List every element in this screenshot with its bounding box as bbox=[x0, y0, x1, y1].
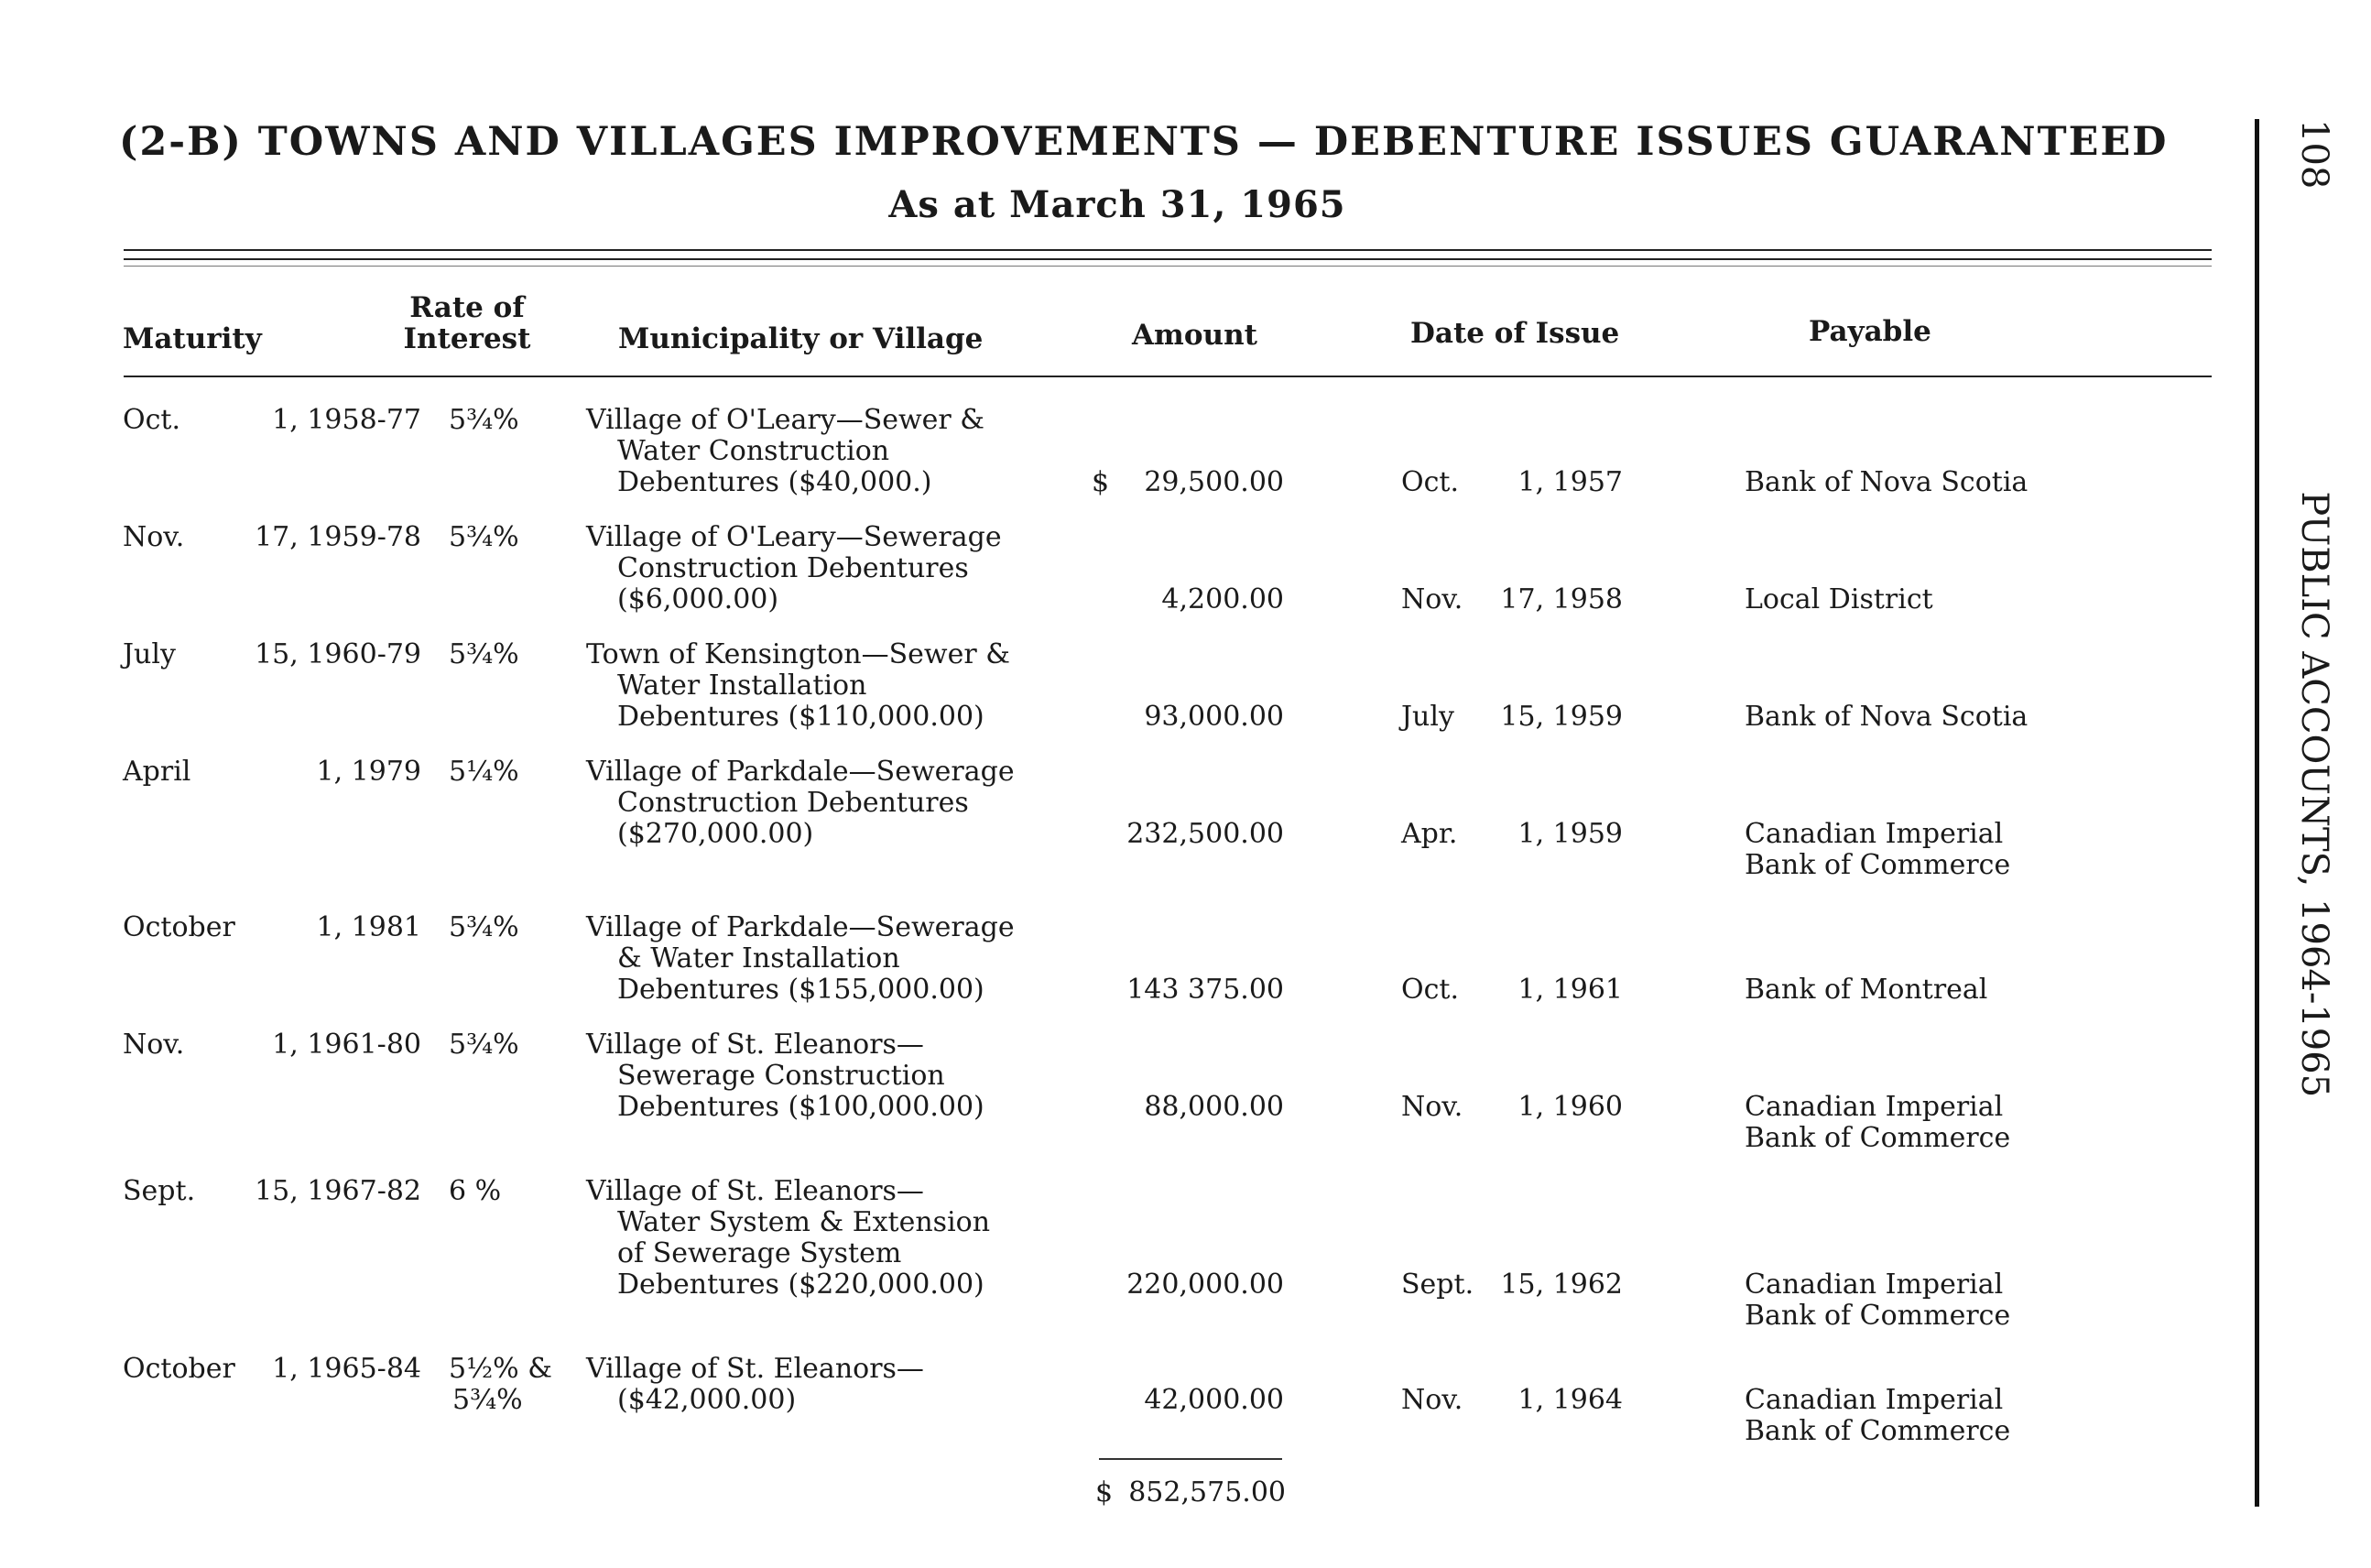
municipality-cell bbox=[586, 522, 1002, 615]
issue-date: 1, 1961 bbox=[1517, 974, 1623, 1006]
interest-rate: 5¾% bbox=[449, 404, 519, 436]
municipality-line: Debentures ($100,000.00) bbox=[617, 1091, 984, 1123]
amount: 220,000.00 bbox=[1126, 1269, 1284, 1301]
maturity-date: 15, 1967-82 bbox=[255, 1175, 421, 1207]
payable-line: Bank of Commerce bbox=[1745, 849, 2011, 881]
municipality-cell bbox=[586, 405, 984, 498]
issue-month: Oct. bbox=[1401, 466, 1459, 498]
municipality-line: & Water Installation bbox=[617, 942, 900, 975]
amount: 93,000.00 bbox=[1144, 701, 1284, 733]
maturity-month: July bbox=[123, 638, 176, 670]
municipality-line: Sewerage Construction bbox=[617, 1060, 945, 1092]
top-rule-2 bbox=[124, 258, 2212, 260]
amount: 88,000.00 bbox=[1144, 1091, 1284, 1123]
interest-rate: 6 % bbox=[449, 1175, 502, 1207]
amount: 4,200.00 bbox=[1161, 583, 1284, 615]
maturity-month: Sept. bbox=[123, 1175, 196, 1207]
issue-date: 1, 1964 bbox=[1517, 1384, 1623, 1416]
municipality-line: ($42,000.00) bbox=[617, 1384, 797, 1416]
issue-month: Sept. bbox=[1401, 1269, 1474, 1301]
payable-line: Bank of Nova Scotia bbox=[1745, 701, 2028, 733]
issue-month: Apr. bbox=[1401, 818, 1458, 850]
municipality-line: Water System & Extension bbox=[617, 1206, 991, 1238]
issue-date: 1, 1960 bbox=[1517, 1091, 1623, 1123]
municipality-cell bbox=[586, 912, 1015, 1006]
payable-line: Canadian Imperial bbox=[1745, 1269, 2004, 1301]
running-head bbox=[2280, 119, 2335, 1511]
maturity-month: Nov. bbox=[123, 521, 185, 553]
running-head-text: PUBLIC ACCOUNTS, 1964-1965 bbox=[2293, 491, 2335, 1098]
issue-date: 15, 1959 bbox=[1500, 701, 1623, 733]
municipality-line: Debentures ($40,000.) bbox=[617, 466, 932, 498]
header-maturity: Maturity bbox=[123, 322, 262, 355]
page-title: (2-B) TOWNS AND VILLAGES IMPROVEMENTS — DEBENTURE ISSUES GUARANTEED bbox=[119, 119, 2169, 165]
payable-line: Canadian Imperial bbox=[1745, 818, 2004, 850]
maturity-date: 17, 1959-78 bbox=[255, 521, 421, 553]
municipality-cell bbox=[586, 639, 1010, 733]
header-municipality: Municipality or Village bbox=[618, 322, 984, 355]
municipality-line: Village of St. Eleanors— bbox=[586, 1353, 924, 1385]
header-amount: Amount bbox=[1132, 319, 1257, 352]
maturity-date: 1, 1965-84 bbox=[272, 1353, 421, 1385]
issue-date: 1, 1959 bbox=[1517, 818, 1623, 850]
page-number: 108 bbox=[2293, 119, 2335, 190]
maturity-date: 1, 1961-80 bbox=[272, 1029, 421, 1061]
municipality-line: Construction Debentures bbox=[617, 552, 969, 584]
municipality-line: ($270,000.00) bbox=[617, 818, 814, 850]
top-rule-3 bbox=[124, 266, 2212, 267]
payable-line: Bank of Commerce bbox=[1745, 1300, 2011, 1332]
maturity-date: 1, 1958-77 bbox=[272, 404, 421, 436]
maturity-date: 1, 1981 bbox=[316, 911, 421, 943]
interest-rate: 5¾% bbox=[449, 911, 519, 943]
issue-month: Nov. bbox=[1401, 583, 1463, 615]
interest-rate: 5¾% bbox=[449, 638, 519, 670]
municipality-line: Water Installation bbox=[617, 670, 867, 702]
municipality-line: Water Construction bbox=[617, 435, 890, 467]
issue-month: Nov. bbox=[1401, 1384, 1463, 1416]
municipality-cell bbox=[586, 1176, 990, 1301]
municipality-line: Village of St. Eleanors— bbox=[586, 1175, 924, 1207]
total-dollar-sign: $ bbox=[1095, 1476, 1114, 1508]
top-rule-1 bbox=[124, 249, 2212, 251]
issue-date: 17, 1958 bbox=[1500, 583, 1623, 615]
amount: 232,500.00 bbox=[1126, 818, 1284, 850]
maturity-month: October bbox=[123, 911, 235, 943]
header-payable: Payable bbox=[1809, 315, 1931, 348]
interest-rate: 5¼% bbox=[449, 756, 519, 788]
municipality-line: Village of Parkdale—Sewerage bbox=[586, 756, 1015, 788]
municipality-line: Debentures ($110,000.00) bbox=[617, 701, 984, 733]
dollar-sign: $ bbox=[1092, 466, 1110, 498]
payable-line: Canadian Imperial bbox=[1745, 1091, 2004, 1123]
municipality-line: Village of O'Leary—Sewerage bbox=[586, 521, 1002, 553]
page-subtitle: As at March 31, 1965 bbox=[888, 183, 1346, 226]
municipality-cell bbox=[586, 757, 1015, 850]
header-rate-line2: Interest bbox=[403, 322, 531, 355]
issue-month: Nov. bbox=[1401, 1091, 1463, 1123]
maturity-month: October bbox=[123, 1353, 235, 1385]
interest-rate-2: 5¾% bbox=[452, 1384, 523, 1416]
interest-rate: 5¾% bbox=[449, 521, 519, 553]
municipality-line: Debentures ($220,000.00) bbox=[617, 1269, 984, 1301]
header-rate-line1: Rate of bbox=[409, 291, 525, 324]
maturity-month: Nov. bbox=[123, 1029, 185, 1061]
total-amount: 852,575.00 bbox=[1128, 1476, 1286, 1508]
municipality-cell bbox=[586, 1029, 984, 1123]
municipality-line: Village of St. Eleanors— bbox=[586, 1029, 924, 1061]
total-rule bbox=[1099, 1458, 1282, 1460]
interest-rate: 5¾% bbox=[449, 1029, 519, 1061]
maturity-month: April bbox=[123, 756, 191, 788]
amount: 42,000.00 bbox=[1144, 1384, 1284, 1416]
amount: 143 375.00 bbox=[1126, 974, 1284, 1006]
payable-line: Bank of Commerce bbox=[1745, 1415, 2011, 1447]
municipality-cell bbox=[586, 1354, 924, 1416]
payable-line: Bank of Commerce bbox=[1745, 1122, 2011, 1154]
maturity-date: 1, 1979 bbox=[316, 756, 421, 788]
municipality-line: Village of O'Leary—Sewer & bbox=[586, 404, 985, 436]
interest-rate: 5½% & bbox=[449, 1353, 552, 1385]
amount: 29,500.00 bbox=[1144, 466, 1284, 498]
municipality-line: Village of Parkdale—Sewerage bbox=[586, 911, 1015, 943]
issue-date: 1, 1957 bbox=[1517, 466, 1623, 498]
municipality-line: Town of Kensington—Sewer & bbox=[586, 638, 1010, 670]
issue-date: 15, 1962 bbox=[1500, 1269, 1623, 1301]
header-date-of-issue: Date of Issue bbox=[1410, 317, 1620, 350]
municipality-line: Debentures ($155,000.00) bbox=[617, 974, 984, 1006]
header-rule bbox=[124, 376, 2212, 377]
maturity-date: 15, 1960-79 bbox=[255, 638, 421, 670]
maturity-month: Oct. bbox=[123, 404, 180, 436]
municipality-line: Construction Debentures bbox=[617, 787, 969, 819]
municipality-line: ($6,000.00) bbox=[617, 583, 779, 615]
payable-line: Canadian Imperial bbox=[1745, 1384, 2004, 1416]
municipality-line: of Sewerage System bbox=[617, 1237, 902, 1269]
issue-month: July bbox=[1401, 701, 1454, 733]
payable-line: Local District bbox=[1745, 583, 1933, 615]
issue-month: Oct. bbox=[1401, 974, 1459, 1006]
payable-line: Bank of Montreal bbox=[1745, 974, 1988, 1006]
margin-rule bbox=[2255, 119, 2259, 1507]
payable-line: Bank of Nova Scotia bbox=[1745, 466, 2028, 498]
